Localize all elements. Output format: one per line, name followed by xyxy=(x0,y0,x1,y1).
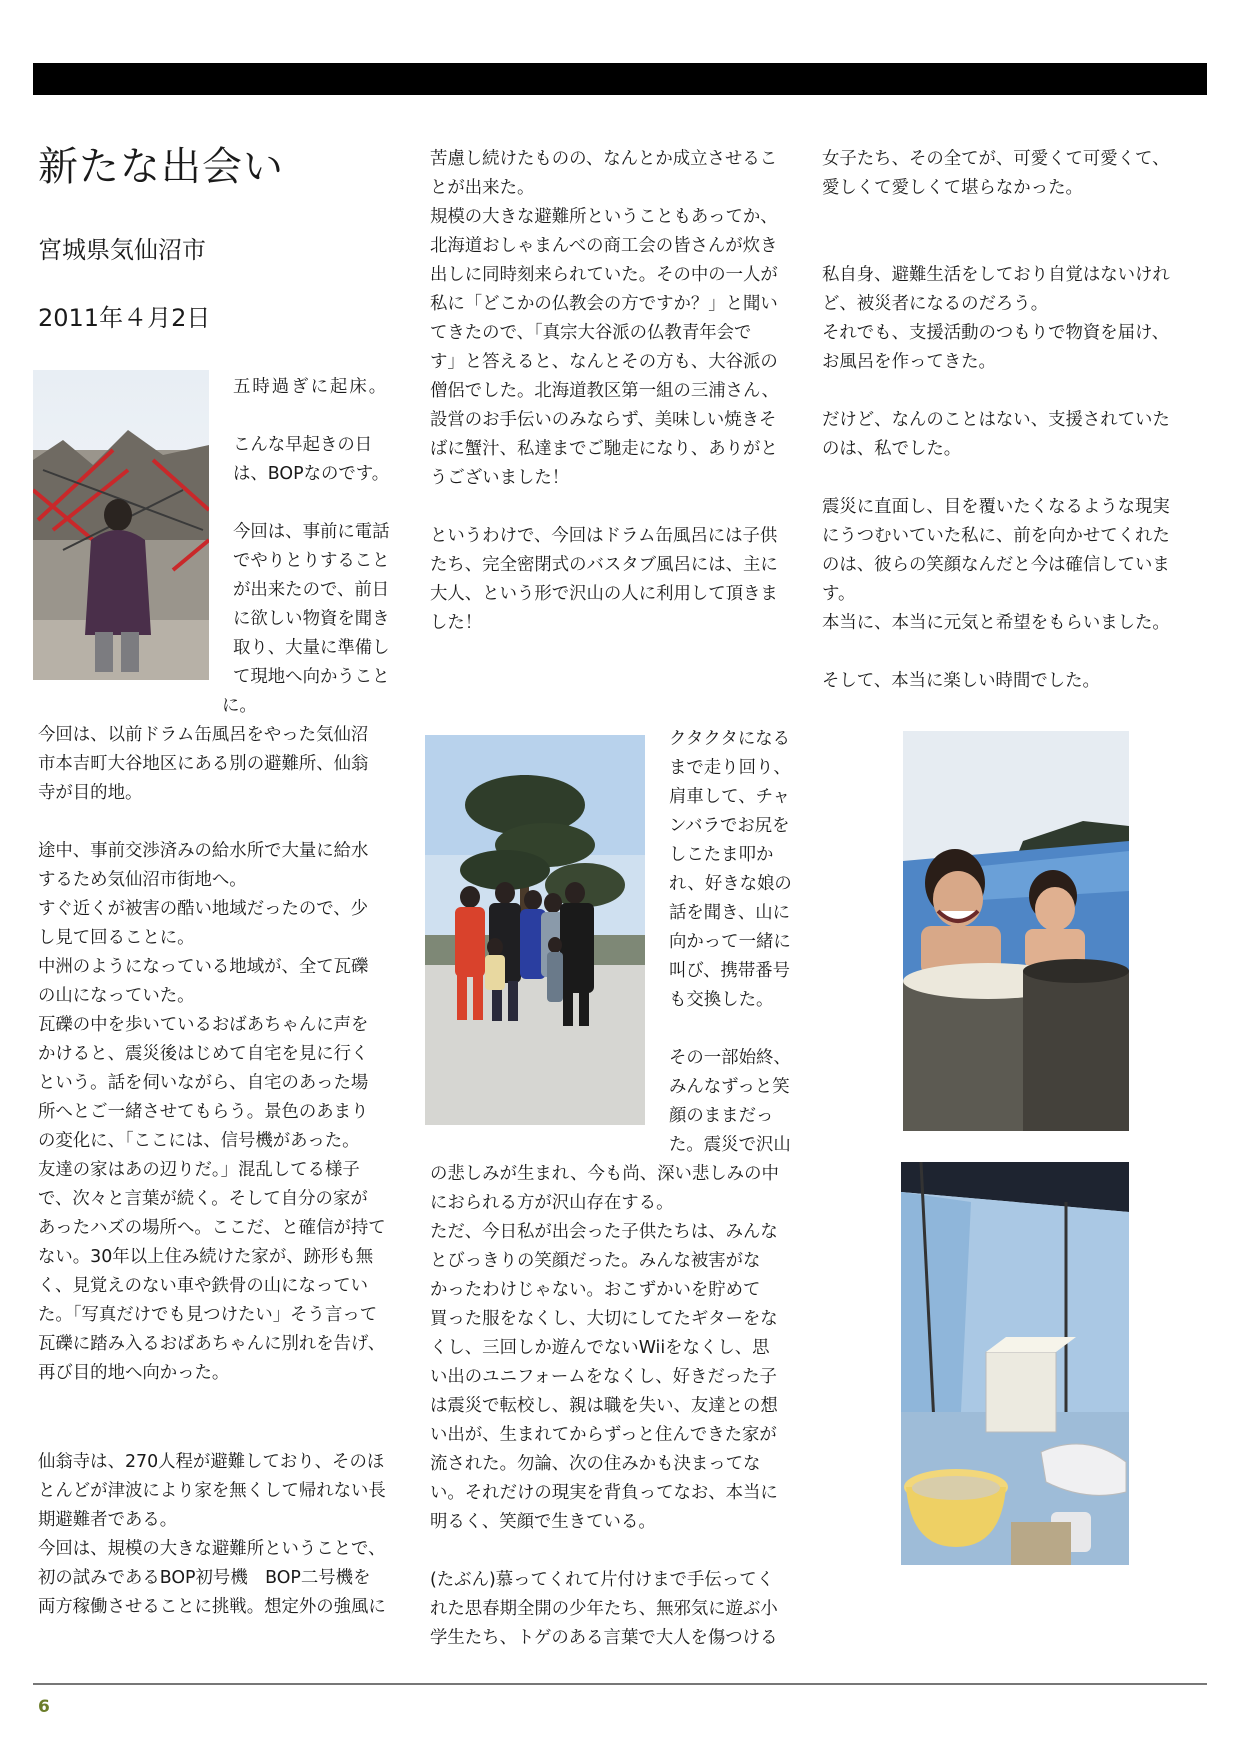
page-number: 6 xyxy=(38,1697,50,1717)
col1-intro-end: に。 xyxy=(222,696,257,716)
header-bar xyxy=(33,63,1207,95)
col2-wrap-end: た。震災で沢山 xyxy=(669,1135,791,1155)
col2-bottom: の悲しみが生まれ、今も尚、深い悲しみの中 におられる方が沢山存在する。 ただ、今日私が出会った子供たちは、みんな とびっきりの笑顔だった。みんな被害がな かったわけじゃない。おこずかいを貯めて 買った服をなくし、大切にしてたギターをな くし、三回しか遊んでないWiiをなくし、思 い出のユニフォームをなくし、好きだった子 は震災で転校し、親は職を失い、友達との想 い出が、生まれてからずっと住んできた家が 流された。勿論、次の住みかも決まってな い。それだけの現実を背負ってなお、本当に 明るく、笑顔で生きている。 (たぶん)慕ってくれて片付けまで手伝ってく れた思春期全開の少年たち、無邪気に遊ぶ小 学生たち、トゲのある言葉で大人を傷つける xyxy=(430,1164,779,1648)
photo-bathtub-tent xyxy=(901,1162,1129,1565)
col2-wrap: クタクタになる まで走り回り、 肩車して、チャ ンバラでお尻を しこたま叩か れ、好きな娘の 話を聞き、山に 向かって一緒に 叫び、携帯番号 も交換した。 その一部始終、 みんなずっと笑 顔のままだっ xyxy=(669,729,792,1126)
page-title: 新たな出会い xyxy=(38,144,284,190)
photo-group xyxy=(425,735,645,1125)
date-subtitle: 2011年４月2日 xyxy=(38,304,211,332)
col1-tail: 仙翁寺は、270人程が避難しており、そのほ とんどが津波により家を無くして帰れない長 期避難者である。 今回は、規模の大きな避難所ということで、 初の試みであるBOP初号機 BOP二号機を 両方稼働させることに挑戦。想定外の強風に xyxy=(38,1452,386,1617)
photo-debris-woman xyxy=(33,370,209,680)
col2-top: 苦慮し続けたものの、なんとか成立させるこ とが出来た。 規模の大きな避難所ということもあってか、 北海道おしゃまんべの商工会の皆さんが炊き 出しに同時刻来られていた。その中の一人が 私に「どこかの仏教会の方ですか？」と聞い てきたので、「真宗大谷派の仏教青年会で す」と答えると、なんとその方も、大谷派の 僧侶でした。北海道教区第一組の三浦さん、 設営のお手伝いのみならず、美味しい焼きそ ばに蟹汁、私達までご馳走になり、ありがと うございました！ というわけで、今回はドラム缶風呂には子供 たち、完全密閉式のバスタブ風呂には、主に 大人、という形で沢山の人に利用して頂きま した！ xyxy=(430,149,779,633)
col3-text: 女子たち、その全てが、可愛くて可愛くて、 愛しくて愛しくて堪らなかった。 私自身、避難生活をしており自覚はないけれ ど、被災者になるのだろう。 それでも、支援活動のつもりで物資を届け、 お風呂を作ってきた。 だけど、なんのことはない、支援されていた のは、私でした。 震災に直面し、目を覆いたくなるような現実 にうつむいていた私に、前を向かせてくれた のは、彼らの笑顔なんだと今は確信していま す。 本当に、本当に元気と希望をもらいました。 そして、本当に楽しい時間でした。 xyxy=(822,149,1170,691)
footer-divider xyxy=(33,1683,1207,1685)
col1-intro: 五時過ぎに起床。 こんな早起きの日 は、BOPなのです。 今回は、事前に電話 でやりとりすること が出来たので、前日 に欲しい物資を聞き 取り、大量に準備し て現地へ向かうこと xyxy=(233,377,390,687)
col1-body: 今回は、以前ドラム缶風呂をやった気仙沼 市本吉町大谷地区にある別の避難所、仙翁 寺が目的地。 途中、事前交渉済みの給水所で大量に給水 するため気仙沼市街地へ。 すぐ近くが被害の酷い地域だったので、少 し見て回ることに。 中洲のようになっている地域が、全て瓦礫 の山になっていた。 瓦礫の中を歩いているおばあちゃんに声を かけると、震災後はじめて自宅を見に行く という。話を伺いながら、自宅のあった場 所へとご一緒させてもらう。景色のあまり の変化に、「ここには、信号機があった。 友達の家はあの辺りだ。」混乱してる様子 で、次々と言葉が続く。そして自分の家が あったハズの場所へ。ここだ、と確信が持て ない。30年以上住み続けた家が、跡形も無 く、見覚えのない車や鉄骨の山になってい た。「写真だけでも見つけたい」そう言って 瓦礫に踏み入るおばあちゃんに別れを告げ、 再び目的地へ向かった。 xyxy=(38,725,386,1383)
location-subtitle: 宮城県気仙沼市 xyxy=(38,236,206,264)
photo-drum-bath xyxy=(903,731,1129,1131)
